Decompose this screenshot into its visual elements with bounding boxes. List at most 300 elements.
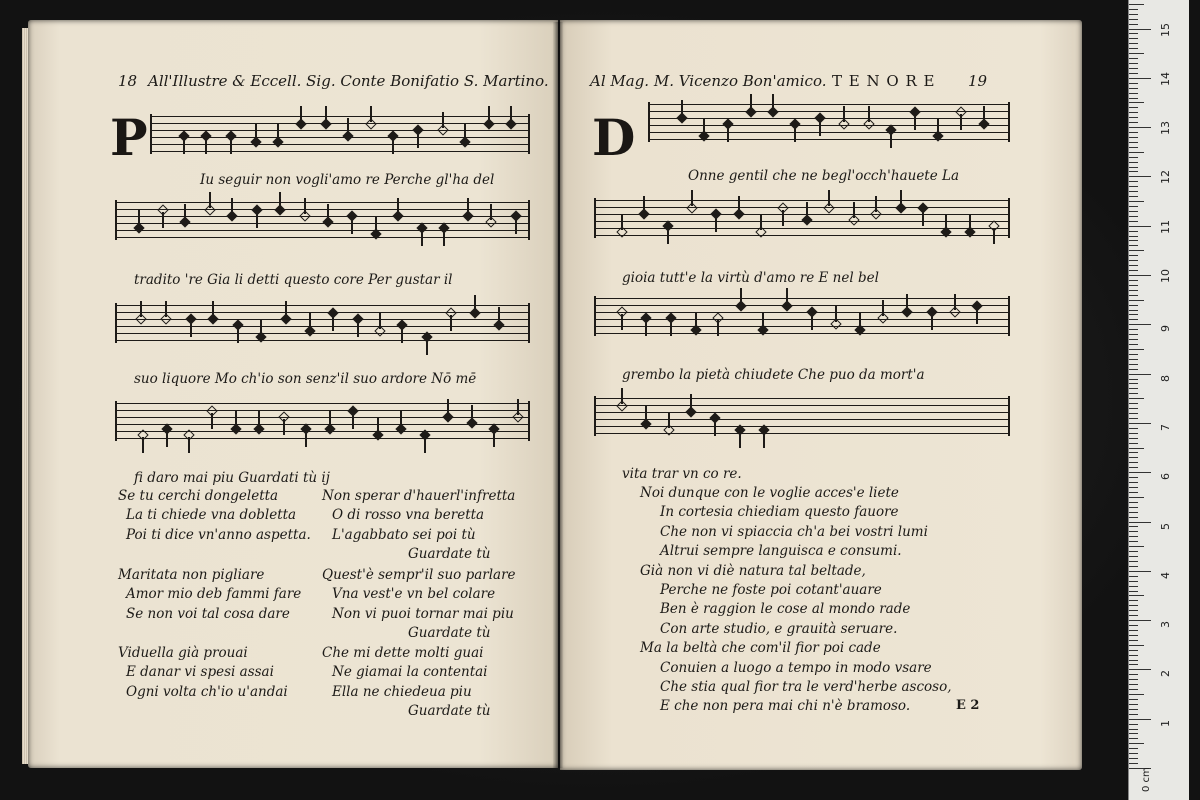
note-stem: [875, 196, 877, 212]
ruler-tick: [1129, 492, 1138, 493]
ruler-tick: [1129, 231, 1138, 232]
verse-refrain: Guardate tù: [408, 703, 491, 720]
note-stem: [400, 411, 402, 427]
note-stem: [690, 394, 692, 410]
ruler-tick: [1129, 526, 1138, 527]
ruler-tick: [1129, 522, 1151, 523]
right-lyric-1: Onne gentil che ne begl'occh'hauete La: [688, 168, 960, 184]
ruler-tick: [1129, 443, 1138, 444]
ruler-tick: [1129, 305, 1138, 306]
note-stem: [255, 124, 257, 140]
verse-line: Che non vi spiaccia ch'a bei vostri lumi: [660, 523, 928, 540]
note-stem: [285, 301, 287, 317]
staff-line: [150, 151, 530, 152]
ruler-tick: [1129, 275, 1151, 276]
staff-barline: [594, 396, 596, 436]
ruler-tick: [1129, 546, 1144, 547]
left-staff-3: [115, 305, 530, 347]
staff-line: [115, 326, 530, 327]
ruler-tick: [1129, 669, 1151, 670]
ruler-tick: [1129, 88, 1138, 89]
note-stem: [738, 196, 740, 212]
right-lyric-4: vita trar vn co re.: [622, 466, 742, 482]
ruler-tick: [1129, 240, 1138, 241]
ruler-tick: [1129, 733, 1138, 734]
ruler-number: 15: [1159, 22, 1172, 37]
staff-line: [594, 419, 1010, 420]
ruler-tick: [1129, 684, 1138, 685]
verse-line: Altrui sempre languisca e consumi.: [660, 543, 902, 560]
ruler-tick: [1129, 280, 1138, 281]
note-stem: [922, 210, 924, 226]
right-lyric-2: gioia tutt'e la virtù d'amo re E nel bel: [622, 270, 879, 286]
staff-line: [115, 438, 530, 439]
ruler-tick: [1129, 349, 1144, 350]
staff-line: [115, 410, 530, 411]
note-stem: [515, 218, 517, 234]
ruler-tick: [1129, 472, 1151, 473]
staff-line: [594, 312, 1010, 313]
ruler-tick: [1129, 176, 1151, 177]
ruler-tick: [1129, 147, 1138, 148]
note-stem: [691, 190, 693, 206]
note-stem: [900, 190, 902, 206]
ruler-tick: [1129, 157, 1138, 158]
ruler-tick: [1129, 413, 1138, 414]
note-stem: [357, 321, 359, 337]
ruler-tick: [1129, 566, 1138, 567]
ruler-number: 4: [1159, 571, 1172, 579]
ruler-tick: [1129, 581, 1138, 582]
note-stem: [914, 114, 916, 130]
note-stem: [417, 132, 419, 148]
ruler-tick: [1129, 122, 1138, 123]
ruler-tick: [1129, 561, 1138, 562]
note-stem: [969, 214, 971, 230]
ruler-tick: [1129, 33, 1138, 34]
note-stem: [230, 138, 232, 154]
ruler-tick: [1129, 260, 1138, 261]
staff-line: [150, 144, 530, 145]
ruler-tick: [1129, 117, 1138, 118]
note-stem: [806, 202, 808, 218]
note-stem: [190, 321, 192, 337]
note-stem: [811, 314, 813, 330]
ruler-tick: [1129, 162, 1138, 163]
ruler-tick: [1129, 314, 1138, 315]
ruler-tick: [1129, 29, 1151, 30]
left-verse-block-4: [322, 566, 516, 644]
ruler-tick: [1129, 591, 1138, 592]
note-stem: [305, 431, 307, 447]
verse-line: Ma la beltà che com'il fior poi cade: [640, 640, 881, 657]
ruler-tick: [1129, 83, 1138, 84]
ruler-tick: [1129, 462, 1138, 463]
staff-barline: [150, 114, 152, 154]
ruler-tick: [1129, 551, 1138, 552]
ruler-tick: [1129, 211, 1138, 212]
ruler-tick: [1129, 112, 1138, 113]
ruler-tick: [1129, 457, 1138, 458]
left-lyric-3: suo liquore Mo ch'io son senz'il suo ardore Nō mē: [134, 371, 477, 387]
ruler-tick: [1129, 507, 1138, 508]
note-stem: [309, 313, 311, 329]
ruler-tick: [1129, 270, 1138, 271]
staff-barline: [115, 303, 117, 343]
verse-line: Quest'è sempr'il suo parlare: [322, 567, 516, 583]
ruler-tick: [1129, 68, 1138, 69]
ruler-tick: [1129, 78, 1151, 79]
ruler-tick: [1129, 186, 1138, 187]
note-stem: [828, 190, 830, 206]
ruler-number: 6: [1159, 473, 1172, 481]
ruler-tick: [1129, 191, 1138, 192]
ruler-tick: [1129, 98, 1138, 99]
staff-barline: [115, 200, 117, 240]
verse-line: Poi ti dice vn'anno aspetta.: [126, 526, 311, 543]
note-stem: [140, 301, 142, 317]
ruler-tick: [1129, 650, 1138, 651]
note-stem: [256, 212, 258, 228]
note-stem: [517, 399, 519, 415]
note-stem: [621, 214, 623, 230]
ruler-tick: [1129, 758, 1138, 759]
ruler-tick: [1129, 452, 1138, 453]
ruler-tick: [1129, 127, 1151, 128]
note-stem: [681, 100, 683, 116]
note-stem: [931, 314, 933, 330]
ruler-tick: [1129, 418, 1138, 419]
ruler-tick: [1129, 467, 1138, 468]
note-stem: [667, 228, 669, 244]
right-staff-2: [594, 200, 1010, 242]
ruler-tick: [1129, 763, 1138, 764]
note-stem: [379, 313, 381, 329]
staff-line: [115, 417, 530, 418]
ruler-tick: [1129, 709, 1138, 710]
note-stem: [258, 411, 260, 427]
ruler-tick: [1129, 374, 1151, 375]
ruler-tick: [1129, 674, 1138, 675]
note-stem: [645, 406, 647, 422]
ruler-tick: [1129, 359, 1138, 360]
staff-barline: [1008, 296, 1010, 336]
staff-line: [594, 214, 1010, 215]
note-stem: [329, 411, 331, 427]
staff-line: [115, 340, 530, 341]
staff-barline: [528, 303, 530, 343]
note-stem: [279, 192, 281, 208]
ruler-tick: [1129, 748, 1138, 749]
note-stem: [166, 431, 168, 447]
ruler-number: 12: [1159, 170, 1172, 185]
ruler-number: 9: [1159, 325, 1172, 333]
note-stem: [205, 138, 207, 154]
note-stem: [868, 106, 870, 122]
note-stem: [474, 295, 476, 311]
ruler-tick: [1129, 448, 1144, 449]
note-stem: [786, 288, 788, 304]
note-stem: [843, 106, 845, 122]
note-stem: [188, 437, 190, 453]
note-stem: [231, 198, 233, 214]
note-stem: [621, 314, 623, 330]
ruler-tick: [1129, 517, 1138, 518]
ruler-tick: [1129, 24, 1138, 25]
note-stem: [183, 138, 185, 154]
staff-line: [594, 405, 1010, 406]
note-stem: [954, 294, 956, 310]
note-stem: [906, 294, 908, 310]
ruler-tick: [1129, 497, 1144, 498]
staff-line: [594, 426, 1010, 427]
right-drop-initial: D: [592, 108, 636, 167]
staff-line: [594, 200, 1010, 201]
ruler-tick: [1129, 704, 1138, 705]
ruler-tick: [1129, 310, 1138, 311]
note-stem: [493, 431, 495, 447]
left-staff-2: [115, 202, 530, 244]
note-stem: [471, 405, 473, 421]
ruler-tick: [1129, 724, 1138, 725]
voice-part-label: T E N O R E: [832, 72, 936, 90]
ruler-tick: [1129, 689, 1138, 690]
staff-line: [115, 312, 530, 313]
verse-line: Ben è raggion le cose al mondo rade: [660, 601, 911, 618]
left-staff-4: [115, 403, 530, 445]
ruler-tick: [1129, 63, 1138, 64]
ruler-tick: [1129, 226, 1151, 227]
ruler-tick: [1129, 334, 1138, 335]
note-stem: [960, 114, 962, 130]
ruler-tick: [1129, 645, 1144, 646]
note-stem: [447, 399, 449, 415]
staff-line: [594, 333, 1010, 334]
staff-line: [594, 298, 1010, 299]
note-stem: [304, 198, 306, 214]
ruler-tick: [1129, 694, 1144, 695]
staff-line: [594, 326, 1010, 327]
ruler-tick: [1129, 610, 1138, 611]
note-stem: [668, 412, 670, 428]
ruler-tick: [1129, 364, 1138, 365]
ruler-tick: [1129, 625, 1138, 626]
ruler-tick: [1129, 487, 1138, 488]
ruler-tick: [1129, 43, 1138, 44]
note-stem: [327, 204, 329, 220]
ruler-tick: [1129, 586, 1138, 587]
staff-barline: [1008, 102, 1010, 142]
note-stem: [763, 432, 765, 448]
ruler-tick: [1129, 729, 1138, 730]
note-stem: [392, 138, 394, 154]
ruler-tick: [1129, 403, 1138, 404]
ruler-tick: [1129, 620, 1151, 621]
ruler-tick: [1129, 635, 1138, 636]
ruler-tick: [1129, 615, 1138, 616]
note-stem: [260, 319, 262, 335]
staff-line: [594, 319, 1010, 320]
ruler-tick: [1129, 408, 1138, 409]
verse-line: Amor mio deb fammi fare: [126, 586, 302, 603]
ruler-tick: [1129, 477, 1138, 478]
ruler-tick: [1129, 181, 1138, 182]
note-stem: [211, 413, 213, 429]
ruler-tick: [1129, 502, 1138, 503]
verse-line: Ne giamai la contentai: [332, 664, 488, 681]
note-stem: [510, 106, 512, 122]
note-stem: [727, 126, 729, 142]
note-stem: [703, 118, 705, 134]
ruler-tick: [1129, 58, 1138, 59]
ruler-tick: [1129, 699, 1138, 700]
verse-line: La ti chiede vna dobletta: [126, 507, 297, 524]
staff-line: [594, 433, 1010, 434]
note-stem: [715, 216, 717, 232]
ruler-tick: [1129, 152, 1144, 153]
ruler-tick: [1129, 660, 1138, 661]
note-stem: [184, 204, 186, 220]
ruler-tick: [1129, 536, 1138, 537]
note-stem: [859, 312, 861, 328]
ruler-tick: [1129, 295, 1138, 296]
ruler-tick: [1129, 655, 1138, 656]
note-stem: [794, 126, 796, 142]
note-stem: [782, 210, 784, 226]
ruler-tick: [1129, 664, 1138, 665]
left-lyric-2: tradito 're Gia li detti questo core Per gustar il: [134, 272, 453, 288]
ruler-tick: [1129, 201, 1144, 202]
ruler-tick: [1129, 369, 1138, 370]
note-stem: [300, 106, 302, 122]
ruler-tick: [1129, 531, 1138, 532]
ruler-tick: [1129, 379, 1138, 380]
staff-barline: [528, 401, 530, 441]
staff-line: [150, 123, 530, 124]
note-stem: [819, 120, 821, 136]
ruler-tick: [1129, 576, 1138, 577]
note-stem: [351, 218, 353, 234]
ruler-tick: [1129, 196, 1138, 197]
verse-line: Maritata non pigliare: [118, 567, 265, 583]
staff-line: [115, 305, 530, 306]
ruler-number: 7: [1159, 423, 1172, 431]
right-staff-4: [594, 398, 1010, 440]
left-lyric-4: fi daro mai piu Guardati tù ij: [134, 470, 330, 486]
ruler-tick: [1129, 132, 1138, 133]
ruler-tick: [1129, 216, 1138, 217]
verse-line: Non vi puoi tornar mai piu: [332, 605, 514, 622]
ruler-number: 3: [1159, 621, 1172, 629]
note-stem: [760, 214, 762, 230]
left-staff-1: [150, 116, 530, 158]
staff-line: [594, 207, 1010, 208]
signature-mark: E 2: [956, 698, 980, 713]
ruler-tick: [1129, 630, 1138, 631]
staff-line: [594, 305, 1010, 306]
book-gutter: [553, 22, 563, 768]
right-staff-3: [594, 298, 1010, 340]
ruler-tick: [1129, 595, 1144, 596]
ruler-tick: [1129, 541, 1138, 542]
staff-line: [115, 333, 530, 334]
ruler-tick: [1129, 433, 1138, 434]
ruler-number: 8: [1159, 374, 1172, 382]
left-verse-block-3: [118, 566, 301, 624]
right-page-header: Al Mag. M. Vicenzo Bon'amico.: [590, 72, 827, 90]
ruler-tick: [1129, 285, 1138, 286]
note-stem: [235, 411, 237, 427]
note-stem: [762, 312, 764, 328]
ruler-tick: [1129, 393, 1138, 394]
verse-line: Perche ne foste poi cotant'auare: [660, 582, 882, 599]
ruler-tick: [1129, 423, 1151, 424]
note-stem: [643, 196, 645, 212]
note-stem: [750, 94, 752, 110]
verse-line: Ogni volta ch'io u'andai: [126, 683, 288, 700]
ruler-tick: [1129, 714, 1138, 715]
ruler-tick: [1129, 245, 1138, 246]
note-stem: [945, 214, 947, 230]
note-stem: [401, 327, 403, 343]
ruler-number: 1: [1159, 719, 1172, 727]
note-stem: [695, 312, 697, 328]
left-verse-block-6: [322, 644, 491, 722]
verse-line: Se tu cerchi dongeletta: [118, 488, 279, 504]
verse-line: Con arte studio, e grauità seruare.: [660, 620, 898, 637]
verse-line: Ella ne chiedeua piu: [332, 683, 472, 700]
ruler-tick: [1129, 255, 1138, 256]
ruler-tick: [1129, 344, 1138, 345]
staff-barline: [648, 102, 650, 142]
right-page-number: 19: [968, 72, 988, 90]
note-stem: [670, 320, 672, 336]
ruler-tick: [1129, 383, 1138, 384]
ruler-tick: [1129, 571, 1151, 572]
ruler-tick: [1129, 167, 1138, 168]
verse-line: Non sperar d'hauerl'infretta: [322, 488, 516, 504]
verse-line: Che mi dette molti guai: [322, 645, 484, 661]
verse-line: L'agabbato sei poi tù: [332, 526, 476, 543]
ruler-tick: [1129, 719, 1151, 720]
verse-line: E danar vi spesi assai: [126, 664, 274, 681]
ruler-tick: [1129, 38, 1138, 39]
ruler-tick: [1129, 137, 1138, 138]
ruler-number: 5: [1159, 522, 1172, 530]
note-stem: [645, 320, 647, 336]
note-stem: [717, 320, 719, 336]
note-stem: [397, 198, 399, 214]
note-stem: [165, 301, 167, 317]
note-stem: [347, 118, 349, 134]
verse-line: In cortesia chiediam questo fauore: [660, 504, 899, 521]
ruler-tick: [1129, 438, 1138, 439]
staff-barline: [1008, 396, 1010, 436]
ruler-tick: [1129, 221, 1138, 222]
verse-line: Se non voi tal cosa dare: [126, 605, 290, 622]
note-stem: [890, 132, 892, 148]
ruler-tick: [1129, 605, 1138, 606]
note-stem: [498, 307, 500, 323]
note-stem: [424, 437, 426, 453]
ruler-tick: [1129, 14, 1138, 15]
note-stem: [370, 106, 372, 122]
left-lyric-1: Iu seguir non vogli'amo re Perche gl'ha del: [200, 172, 495, 188]
note-stem: [443, 230, 445, 246]
ruler-tick: [1129, 19, 1138, 20]
note-stem: [332, 315, 334, 331]
ruler-tick: [1129, 339, 1138, 340]
